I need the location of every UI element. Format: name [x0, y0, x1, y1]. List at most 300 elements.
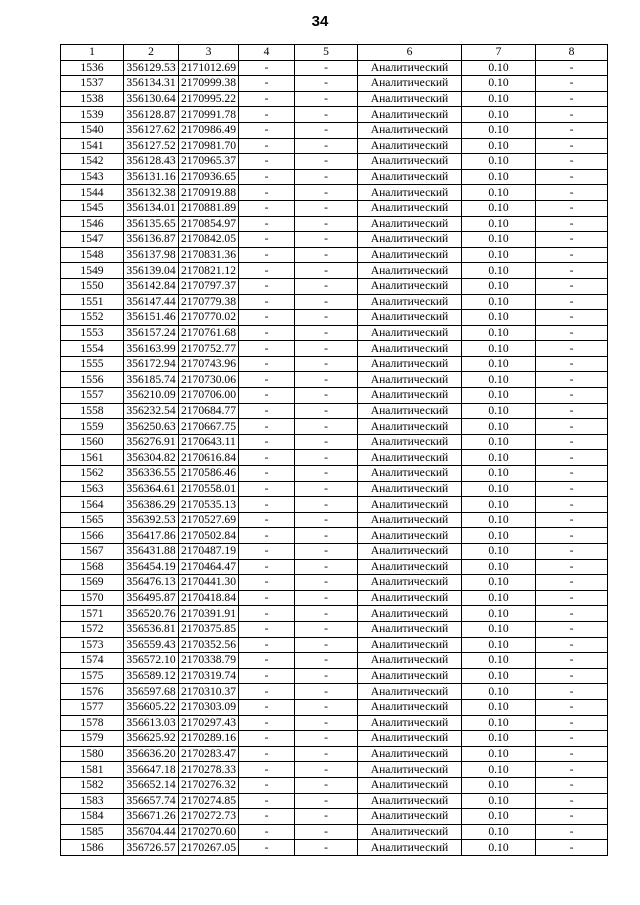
col8-cell: - [536, 388, 608, 404]
y-coordinate-cell: 2170667.75 [179, 419, 239, 435]
col8-cell: - [536, 528, 608, 544]
col4-cell: - [239, 107, 295, 123]
point-number-cell: 1565 [61, 512, 124, 528]
method-cell: Аналитический [358, 606, 462, 622]
table-row [61, 247, 608, 263]
point-number-cell: 1545 [61, 200, 124, 216]
method-cell: Аналитический [358, 60, 462, 76]
col5-cell: - [295, 122, 358, 138]
accuracy-cell: 0.10 [462, 762, 536, 778]
x-coordinate-cell: 356476.13 [124, 575, 179, 591]
x-coordinate-cell: 356652.14 [124, 777, 179, 793]
col8-cell: - [536, 637, 608, 653]
col5-cell: - [295, 559, 358, 575]
method-cell: Аналитический [358, 122, 462, 138]
column-header-6: 6 [358, 45, 462, 61]
x-coordinate-cell: 356559.43 [124, 637, 179, 653]
method-cell: Аналитический [358, 247, 462, 263]
col5-cell: - [295, 200, 358, 216]
col4-cell: - [239, 356, 295, 372]
accuracy-cell: 0.10 [462, 559, 536, 575]
accuracy-cell: 0.10 [462, 60, 536, 76]
method-cell: Аналитический [358, 434, 462, 450]
method-cell: Аналитический [358, 762, 462, 778]
col4-cell: - [239, 60, 295, 76]
y-coordinate-cell: 2170919.88 [179, 185, 239, 201]
col8-cell: - [536, 777, 608, 793]
y-coordinate-cell: 2170986.49 [179, 122, 239, 138]
column-header-3: 3 [179, 45, 239, 61]
accuracy-cell: 0.10 [462, 481, 536, 497]
x-coordinate-cell: 356597.68 [124, 684, 179, 700]
method-cell: Аналитический [358, 528, 462, 544]
y-coordinate-cell: 2170616.84 [179, 450, 239, 466]
col4-cell: - [239, 434, 295, 450]
col8-cell: - [536, 497, 608, 513]
x-coordinate-cell: 356139.04 [124, 263, 179, 279]
method-cell: Аналитический [358, 497, 462, 513]
col8-cell: - [536, 466, 608, 482]
col8-cell: - [536, 434, 608, 450]
x-coordinate-cell: 356127.52 [124, 138, 179, 154]
col4-cell: - [239, 138, 295, 154]
point-number-cell: 1541 [61, 138, 124, 154]
col4-cell: - [239, 278, 295, 294]
col4-cell: - [239, 185, 295, 201]
x-coordinate-cell: 356130.64 [124, 91, 179, 107]
accuracy-cell: 0.10 [462, 278, 536, 294]
point-number-cell: 1580 [61, 746, 124, 762]
col4-cell: - [239, 388, 295, 404]
table-row [61, 419, 608, 435]
point-number-cell: 1555 [61, 356, 124, 372]
col4-cell: - [239, 466, 295, 482]
col4-cell: - [239, 403, 295, 419]
accuracy-cell: 0.10 [462, 450, 536, 466]
accuracy-cell: 0.10 [462, 621, 536, 637]
x-coordinate-cell: 356364.61 [124, 481, 179, 497]
x-coordinate-cell: 356127.62 [124, 122, 179, 138]
accuracy-cell: 0.10 [462, 653, 536, 669]
method-cell: Аналитический [358, 715, 462, 731]
point-number-cell: 1557 [61, 388, 124, 404]
x-coordinate-cell: 356431.88 [124, 544, 179, 560]
col5-cell: - [295, 809, 358, 825]
col5-cell: - [295, 356, 358, 372]
x-coordinate-cell: 356151.46 [124, 310, 179, 326]
table-row [61, 590, 608, 606]
method-cell: Аналитический [358, 840, 462, 856]
accuracy-cell: 0.10 [462, 668, 536, 684]
point-number-cell: 1583 [61, 793, 124, 809]
y-coordinate-cell: 2170797.37 [179, 278, 239, 294]
point-number-cell: 1547 [61, 232, 124, 248]
x-coordinate-cell: 356129.53 [124, 60, 179, 76]
accuracy-cell: 0.10 [462, 434, 536, 450]
table-row [61, 840, 608, 856]
point-number-cell: 1540 [61, 122, 124, 138]
point-number-cell: 1554 [61, 341, 124, 357]
point-number-cell: 1558 [61, 403, 124, 419]
table-row [61, 216, 608, 232]
col5-cell: - [295, 388, 358, 404]
method-cell: Аналитический [358, 512, 462, 528]
x-coordinate-cell: 356454.19 [124, 559, 179, 575]
col8-cell: - [536, 450, 608, 466]
col5-cell: - [295, 154, 358, 170]
point-number-cell: 1572 [61, 621, 124, 637]
y-coordinate-cell: 2170730.06 [179, 372, 239, 388]
table-row [61, 325, 608, 341]
accuracy-cell: 0.10 [462, 91, 536, 107]
col8-cell: - [536, 419, 608, 435]
col5-cell: - [295, 310, 358, 326]
method-cell: Аналитический [358, 200, 462, 216]
point-number-cell: 1576 [61, 684, 124, 700]
table-row [61, 731, 608, 747]
method-cell: Аналитический [358, 575, 462, 591]
col4-cell: - [239, 575, 295, 591]
method-cell: Аналитический [358, 294, 462, 310]
accuracy-cell: 0.10 [462, 637, 536, 653]
point-number-cell: 1584 [61, 809, 124, 825]
col5-cell: - [295, 590, 358, 606]
table-row [61, 294, 608, 310]
col8-cell: - [536, 356, 608, 372]
table-row [61, 263, 608, 279]
col5-cell: - [295, 216, 358, 232]
point-number-cell: 1552 [61, 310, 124, 326]
col4-cell: - [239, 777, 295, 793]
table-row [61, 699, 608, 715]
col5-cell: - [295, 232, 358, 248]
table-row [61, 372, 608, 388]
method-cell: Аналитический [358, 684, 462, 700]
col5-cell: - [295, 653, 358, 669]
table-row [61, 154, 608, 170]
point-number-cell: 1536 [61, 60, 124, 76]
point-number-cell: 1586 [61, 840, 124, 856]
y-coordinate-cell: 2170936.65 [179, 169, 239, 185]
col8-cell: - [536, 372, 608, 388]
method-cell: Аналитический [358, 169, 462, 185]
col5-cell: - [295, 450, 358, 466]
accuracy-cell: 0.10 [462, 341, 536, 357]
point-number-cell: 1542 [61, 154, 124, 170]
y-coordinate-cell: 2170270.60 [179, 824, 239, 840]
accuracy-cell: 0.10 [462, 310, 536, 326]
col4-cell: - [239, 154, 295, 170]
y-coordinate-cell: 2170303.09 [179, 699, 239, 715]
col5-cell: - [295, 777, 358, 793]
point-number-cell: 1585 [61, 824, 124, 840]
point-number-cell: 1570 [61, 590, 124, 606]
table-row [61, 809, 608, 825]
table-row [61, 60, 608, 76]
point-number-cell: 1544 [61, 185, 124, 201]
method-cell: Аналитический [358, 325, 462, 341]
col5-cell: - [295, 746, 358, 762]
method-cell: Аналитический [358, 76, 462, 92]
col8-cell: - [536, 653, 608, 669]
method-cell: Аналитический [358, 232, 462, 248]
col5-cell: - [295, 668, 358, 684]
method-cell: Аналитический [358, 590, 462, 606]
point-number-cell: 1579 [61, 731, 124, 747]
point-number-cell: 1569 [61, 575, 124, 591]
method-cell: Аналитический [358, 138, 462, 154]
col8-cell: - [536, 216, 608, 232]
col4-cell: - [239, 715, 295, 731]
col5-cell: - [295, 575, 358, 591]
col4-cell: - [239, 263, 295, 279]
col4-cell: - [239, 653, 295, 669]
y-coordinate-cell: 2170441.30 [179, 575, 239, 591]
col5-cell: - [295, 247, 358, 263]
method-cell: Аналитический [358, 310, 462, 326]
y-coordinate-cell: 2170297.43 [179, 715, 239, 731]
col8-cell: - [536, 138, 608, 154]
col8-cell: - [536, 824, 608, 840]
accuracy-cell: 0.10 [462, 824, 536, 840]
x-coordinate-cell: 356386.29 [124, 497, 179, 513]
method-cell: Аналитический [358, 637, 462, 653]
x-coordinate-cell: 356128.87 [124, 107, 179, 123]
y-coordinate-cell: 2170274.85 [179, 793, 239, 809]
col4-cell: - [239, 637, 295, 653]
method-cell: Аналитический [358, 777, 462, 793]
col4-cell: - [239, 450, 295, 466]
col4-cell: - [239, 699, 295, 715]
x-coordinate-cell: 356185.74 [124, 372, 179, 388]
point-number-cell: 1573 [61, 637, 124, 653]
col5-cell: - [295, 699, 358, 715]
method-cell: Аналитический [358, 341, 462, 357]
method-cell: Аналитический [358, 107, 462, 123]
point-number-cell: 1559 [61, 419, 124, 435]
col5-cell: - [295, 76, 358, 92]
col5-cell: - [295, 466, 358, 482]
col5-cell: - [295, 544, 358, 560]
table-row [61, 91, 608, 107]
y-coordinate-cell: 2170352.56 [179, 637, 239, 653]
col5-cell: - [295, 606, 358, 622]
y-coordinate-cell: 2170289.16 [179, 731, 239, 747]
x-coordinate-cell: 356392.53 [124, 512, 179, 528]
col8-cell: - [536, 200, 608, 216]
x-coordinate-cell: 356304.82 [124, 450, 179, 466]
y-coordinate-cell: 2170752.77 [179, 341, 239, 357]
y-coordinate-cell: 2170464.47 [179, 559, 239, 575]
accuracy-cell: 0.10 [462, 606, 536, 622]
point-number-cell: 1560 [61, 434, 124, 450]
accuracy-cell: 0.10 [462, 216, 536, 232]
method-cell: Аналитический [358, 466, 462, 482]
method-cell: Аналитический [358, 668, 462, 684]
col4-cell: - [239, 824, 295, 840]
table-row [61, 653, 608, 669]
col5-cell: - [295, 528, 358, 544]
table-row [61, 76, 608, 92]
accuracy-cell: 0.10 [462, 356, 536, 372]
accuracy-cell: 0.10 [462, 247, 536, 263]
col4-cell: - [239, 294, 295, 310]
col8-cell: - [536, 278, 608, 294]
col5-cell: - [295, 621, 358, 637]
method-cell: Аналитический [358, 419, 462, 435]
accuracy-cell: 0.10 [462, 528, 536, 544]
x-coordinate-cell: 356417.86 [124, 528, 179, 544]
x-coordinate-cell: 356657.74 [124, 793, 179, 809]
table-row [61, 278, 608, 294]
col5-cell: - [295, 341, 358, 357]
accuracy-cell: 0.10 [462, 107, 536, 123]
method-cell: Аналитический [358, 699, 462, 715]
column-header-5: 5 [295, 45, 358, 61]
table-row [61, 777, 608, 793]
point-number-cell: 1550 [61, 278, 124, 294]
y-coordinate-cell: 2170319.74 [179, 668, 239, 684]
accuracy-cell: 0.10 [462, 497, 536, 513]
accuracy-cell: 0.10 [462, 809, 536, 825]
col4-cell: - [239, 200, 295, 216]
method-cell: Аналитический [358, 388, 462, 404]
col5-cell: - [295, 403, 358, 419]
y-coordinate-cell: 2170684.77 [179, 403, 239, 419]
x-coordinate-cell: 356647.18 [124, 762, 179, 778]
col4-cell: - [239, 341, 295, 357]
header-row [61, 45, 608, 61]
table-row [61, 746, 608, 762]
y-coordinate-cell: 2170770.02 [179, 310, 239, 326]
accuracy-cell: 0.10 [462, 294, 536, 310]
col4-cell: - [239, 372, 295, 388]
method-cell: Аналитический [358, 809, 462, 825]
y-coordinate-cell: 2170991.78 [179, 107, 239, 123]
y-coordinate-cell: 2170779.38 [179, 294, 239, 310]
col5-cell: - [295, 481, 358, 497]
point-number-cell: 1577 [61, 699, 124, 715]
table-row [61, 544, 608, 560]
table-row [61, 668, 608, 684]
col8-cell: - [536, 122, 608, 138]
col4-cell: - [239, 122, 295, 138]
col5-cell: - [295, 793, 358, 809]
col4-cell: - [239, 512, 295, 528]
col4-cell: - [239, 731, 295, 747]
table-row [61, 762, 608, 778]
col8-cell: - [536, 606, 608, 622]
accuracy-cell: 0.10 [462, 263, 536, 279]
table-row [61, 684, 608, 700]
point-number-cell: 1539 [61, 107, 124, 123]
col8-cell: - [536, 590, 608, 606]
table-row [61, 559, 608, 575]
col5-cell: - [295, 434, 358, 450]
col8-cell: - [536, 684, 608, 700]
table-row [61, 403, 608, 419]
col4-cell: - [239, 76, 295, 92]
method-cell: Аналитический [358, 793, 462, 809]
x-coordinate-cell: 356142.84 [124, 278, 179, 294]
col5-cell: - [295, 497, 358, 513]
point-number-cell: 1556 [61, 372, 124, 388]
point-number-cell: 1582 [61, 777, 124, 793]
point-number-cell: 1562 [61, 466, 124, 482]
col8-cell: - [536, 840, 608, 856]
x-coordinate-cell: 356131.16 [124, 169, 179, 185]
y-coordinate-cell: 2170391.91 [179, 606, 239, 622]
col5-cell: - [295, 731, 358, 747]
x-coordinate-cell: 356572.10 [124, 653, 179, 669]
point-number-cell: 1548 [61, 247, 124, 263]
col8-cell: - [536, 699, 608, 715]
table-row [61, 107, 608, 123]
accuracy-cell: 0.10 [462, 200, 536, 216]
y-coordinate-cell: 2170831.36 [179, 247, 239, 263]
col5-cell: - [295, 294, 358, 310]
method-cell: Аналитический [358, 91, 462, 107]
col4-cell: - [239, 668, 295, 684]
col4-cell: - [239, 606, 295, 622]
point-number-cell: 1571 [61, 606, 124, 622]
col8-cell: - [536, 310, 608, 326]
table-body [61, 60, 608, 855]
col4-cell: - [239, 840, 295, 856]
method-cell: Аналитический [358, 185, 462, 201]
col5-cell: - [295, 684, 358, 700]
x-coordinate-cell: 356232.54 [124, 403, 179, 419]
col8-cell: - [536, 668, 608, 684]
col8-cell: - [536, 341, 608, 357]
table-row [61, 356, 608, 372]
col8-cell: - [536, 169, 608, 185]
col5-cell: - [295, 91, 358, 107]
col5-cell: - [295, 372, 358, 388]
col5-cell: - [295, 169, 358, 185]
x-coordinate-cell: 356520.76 [124, 606, 179, 622]
y-coordinate-cell: 2170418.84 [179, 590, 239, 606]
y-coordinate-cell: 2170278.33 [179, 762, 239, 778]
table-row [61, 715, 608, 731]
col5-cell: - [295, 325, 358, 341]
method-cell: Аналитический [358, 544, 462, 560]
col5-cell: - [295, 138, 358, 154]
col8-cell: - [536, 731, 608, 747]
y-coordinate-cell: 2170310.37 [179, 684, 239, 700]
table-row [61, 169, 608, 185]
col8-cell: - [536, 621, 608, 637]
x-coordinate-cell: 356671.26 [124, 809, 179, 825]
col4-cell: - [239, 247, 295, 263]
accuracy-cell: 0.10 [462, 715, 536, 731]
method-cell: Аналитический [358, 403, 462, 419]
col8-cell: - [536, 715, 608, 731]
table-row [61, 637, 608, 653]
accuracy-cell: 0.10 [462, 699, 536, 715]
point-number-cell: 1564 [61, 497, 124, 513]
col5-cell: - [295, 715, 358, 731]
col8-cell: - [536, 185, 608, 201]
accuracy-cell: 0.10 [462, 840, 536, 856]
method-cell: Аналитический [358, 824, 462, 840]
col5-cell: - [295, 419, 358, 435]
accuracy-cell: 0.10 [462, 325, 536, 341]
col4-cell: - [239, 809, 295, 825]
point-number-cell: 1551 [61, 294, 124, 310]
y-coordinate-cell: 2170267.05 [179, 840, 239, 856]
point-number-cell: 1575 [61, 668, 124, 684]
